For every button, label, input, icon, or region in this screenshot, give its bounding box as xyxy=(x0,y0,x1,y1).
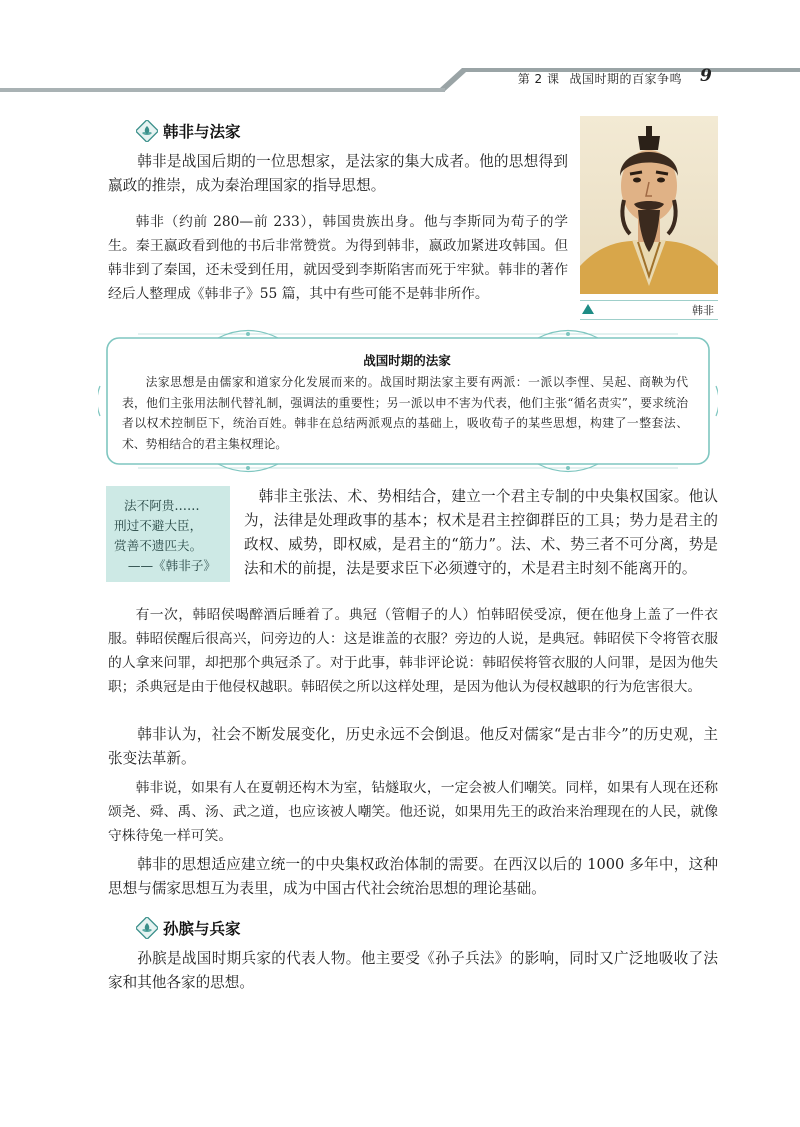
quote-line: 赏善不遗匹夫。 xyxy=(114,538,203,553)
paragraph: 孙膑是战国时期兵家的代表人物。他主要受《孙子兵法》的影响，同时又广泛地吸收了法家和其他各家的思想。 xyxy=(108,950,718,991)
quote-source: ——《韩非子》 xyxy=(127,558,216,573)
page-number: 9 xyxy=(700,66,712,86)
lotus-emblem-icon xyxy=(136,120,158,142)
section-heading-sunbin xyxy=(136,917,241,939)
paragraph: 韩非说，如果有人在夏朝还构木为室，钻燧取火，一定会被人们嘲笑。同样，如果有人现在还称颂尧、舜、禹、汤、武之道，也应该被人嘲笑。他还说，如果用先王的政治来治理现在的人民，就像守株待兔一样可笑。 xyxy=(108,780,718,844)
quote-line: 刑过不避大臣， xyxy=(114,518,203,533)
paragraph: 韩非是战国后期的一位思想家，是法家的集大成者。他的思想得到嬴政的推崇，成为秦治理国家的指导思想。 xyxy=(108,153,568,194)
paragraph: 有一次，韩昭侯喝醉酒后睡着了。典冠（管帽子的人）怕韩昭侯受凉，便在他身上盖了一件衣服。韩昭侯醒后很高兴，问旁边的人：这是谁盖的衣服？旁边的人说，是典冠。韩昭侯下令将管衣服的人拿来问罪，却把那个典冠杀了。对于此事，韩非评论说：韩昭侯将管衣服的人问罪，是因为他失职；杀典冠是由于他侵权越职。韩昭侯之所以这样处理，是因为他认为侵权越职的行为危害很大。 xyxy=(108,607,718,695)
portrait-illustration xyxy=(580,116,718,294)
paragraph: 韩非的思想适应建立统一的中央集权政治体制的需要。在西汉以后的 1000 多年中，这种思想与儒家思想互为表里，成为中国古代社会统治思想的理论基础。 xyxy=(108,856,718,897)
info-box-body: 法家思想是由儒家和道家分化发展而来的。战国时期法家主要有两派：一派以李悝、吴起、商鞅为代表，他们主张用法制代替礼制，强调法的重要性；另一派以申不害为代表，他们主张“循名责实”，要求统治者以权术控制臣下，统治百姓。韩非在总结两派观点的基础上，吸收荀子的某些思想，构建了一整套法、术、势相结合的君主集权理论。 xyxy=(122,375,688,451)
info-box-title: 战国时期的法家 xyxy=(363,353,451,368)
triangle-marker-icon xyxy=(582,304,594,314)
portrait-caption: 韩非 xyxy=(692,304,714,317)
paragraph: 韩非主张法、术、势相结合，建立一个君主专制的中央集权国家。他认为，法律是处理政事的基本；权术是君主控御群臣的工具；势力是君主的政权、威势，即权威，是君主的“筋力”。法、术、势三者不可分离，势是法和术的前提，法是要求臣下必须遵守的，术是君主时刻不能离开的。 xyxy=(244,488,718,577)
hanfei-portrait xyxy=(580,116,718,294)
paragraph: 韩非（约前 280—前 233），韩国贵族出身。他与李斯同为荀子的学生。秦王嬴政看到他的书后非常赞赏。为得到韩非，嬴政加紧进攻韩国。但韩非到了秦国，还未受到任用，就因受到李斯陷害而死于牢狱。韩非的著作经后人整理成《韩非子》55 篇，其中有些可能不是韩非所作。 xyxy=(108,214,568,302)
quote-line: 法不阿贵…… xyxy=(124,498,200,513)
quote-sidebar xyxy=(106,486,230,582)
section-title: 孙膑与兵家 xyxy=(163,920,241,938)
section-heading-hanfei xyxy=(136,120,241,142)
running-header xyxy=(518,70,682,87)
lesson-label: 第 2 课 xyxy=(517,72,560,86)
portrait-caption-bar xyxy=(580,300,718,320)
section-title: 韩非与法家 xyxy=(163,123,241,141)
lotus-emblem-icon xyxy=(136,917,158,939)
chapter-title: 战国时期的百家争鸣 xyxy=(569,72,682,86)
paragraph: 韩非认为，社会不断发展变化，历史永远不会倒退。他反对儒家“是古非今”的历史观，主张变法革新。 xyxy=(108,726,718,767)
